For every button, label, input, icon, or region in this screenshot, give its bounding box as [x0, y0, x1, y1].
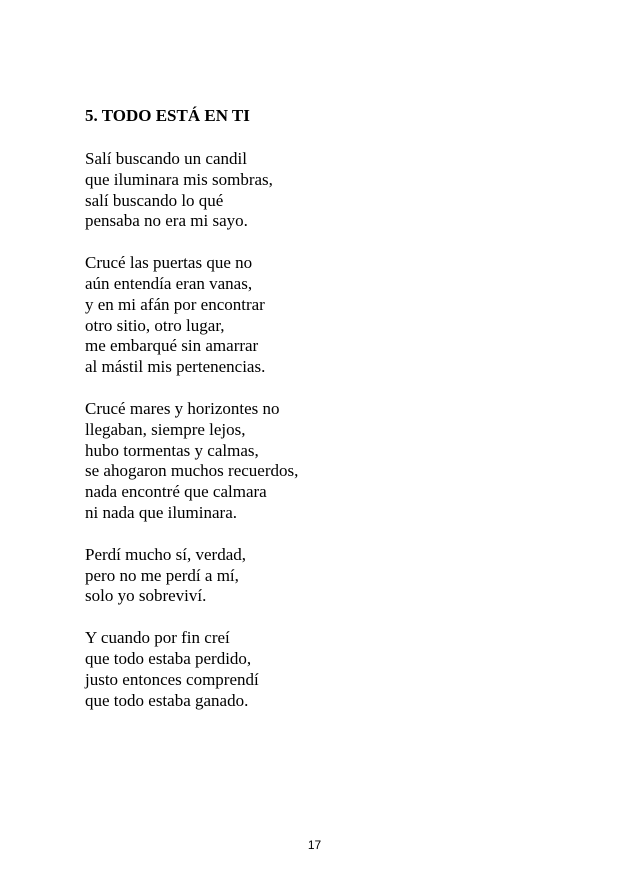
stanza-1: [85, 149, 545, 232]
poem-line: pensaba no era mi sayo.: [85, 211, 248, 231]
poem-line: hubo tormentas y calmas,: [85, 440, 259, 460]
poem-line: aún entendía eran vanas,: [85, 273, 253, 293]
poem-line: me embarqué sin amarrar: [85, 336, 259, 356]
poem-line: nada encontré que calmara: [85, 482, 267, 502]
stanza-2: [85, 253, 545, 378]
poem-line: solo yo sobreviví.: [85, 586, 207, 606]
stanza-4: [85, 545, 545, 607]
poem-line: Crucé las puertas que no: [85, 253, 253, 273]
poem-line: al mástil mis pertenencias.: [85, 357, 266, 377]
poem-line: Crucé mares y horizontes no: [85, 398, 280, 418]
poem-line: se ahogaron muchos recuerdos,: [85, 461, 299, 481]
stanza-3: [85, 399, 545, 524]
poem-line: que todo estaba ganado.: [85, 690, 249, 710]
poem-title: 5. TODO ESTÁ EN TI: [85, 106, 250, 125]
page-number: 17: [307, 838, 322, 852]
poem-line: Y cuando por fin creí: [85, 628, 230, 648]
poem-line: que todo estaba perdido,: [85, 648, 252, 668]
poem-line: Perdí mucho sí, verdad,: [85, 544, 246, 564]
poem-line: Salí buscando un candil: [85, 149, 247, 168]
poem-line: llegaban, siempre lejos,: [85, 419, 246, 439]
poem-line: salí buscando lo qué: [85, 190, 224, 210]
poem-line: que iluminara mis sombras,: [85, 169, 273, 189]
stanza-5: [85, 628, 545, 711]
poem-body: [85, 149, 545, 732]
poem-line: y en mi afán por encontrar: [85, 294, 265, 314]
poem-line: otro sitio, otro lugar,: [85, 315, 225, 335]
poem-line: justo entonces comprendí: [85, 669, 259, 689]
poem-line: ni nada que iluminara.: [85, 502, 238, 522]
poem-line: pero no me perdí a mí,: [85, 565, 239, 585]
